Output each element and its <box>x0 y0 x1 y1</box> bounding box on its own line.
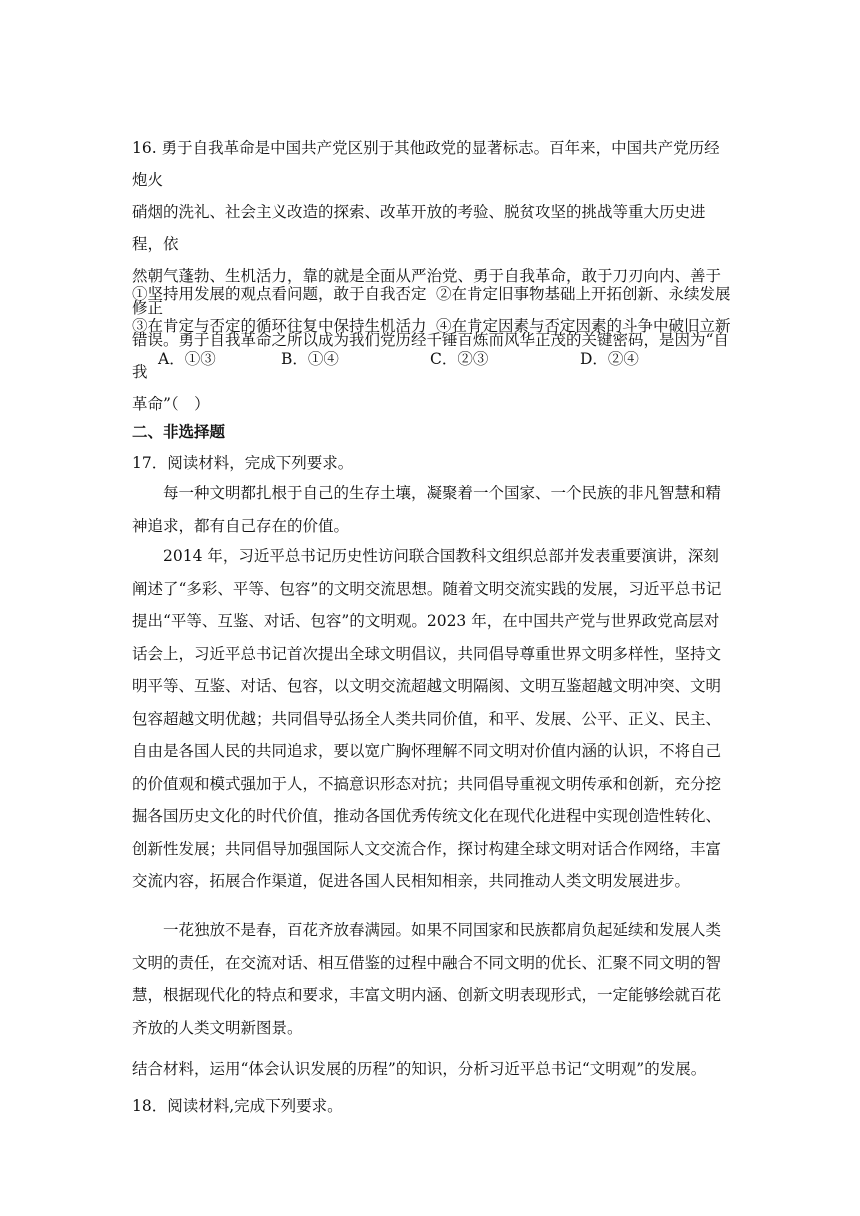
choice-c: C．②③ <box>430 350 489 368</box>
statement-3: ③在肯定与否定的循环往复中保持生机活力 <box>132 317 427 335</box>
choice-a: A．①③ <box>158 350 216 368</box>
question-16 <box>132 132 732 420</box>
statement-2: ②在肯定旧事物基础上开拓创新、永续发展 <box>436 285 731 303</box>
material-paragraph-3: 一花独放不是春，百花齐放春满园。如果不同国家和民族都肩负起延续和发展人类文明的责任，在交流对话、相互借鉴的过程中融合不同文明的优长、汇聚不同文明的智慧，根据现代化的特点和要求，丰富文明内涵、创新文明表现形式，一定能够绘就百花齐放的人类文明新图景。 <box>132 921 722 1037</box>
choice-b: B．①④ <box>281 350 339 368</box>
statement-4: ④在肯定因素与否定因素的斗争中破旧立新 <box>436 317 731 335</box>
question-17-task: 结合材料，运用“体会认识发展的历程”的知识，分析习近平总书记“文明观”的发展。 <box>132 1060 707 1078</box>
stem-line: 硝烟的洗礼、社会主义改造的探索、改革开放的考验、脱贫攻坚的挑战等重大历史进程，依 <box>132 203 706 253</box>
question-16-stem <box>132 132 732 420</box>
stem-line: 16. 勇于自我革命是中国共产党区别于其他政党的显著标志。百年来，中国共产党历经炮火 <box>132 139 720 189</box>
section-title: 二、非选择题 <box>132 423 226 441</box>
stem-line: 错误。勇于自我革命之所以成为我们党历经千锤百炼而风华正茂的关键密码，是因为“自我 <box>132 331 729 381</box>
stem-line: 然朝气蓬勃、生机活力，靠的就是全面从严治党、勇于自我革命，敢于刀刃向内、善于修正 <box>132 267 722 317</box>
material-paragraph-2: 2014 年，习近平总书记历史性访问联合国教科文组织总部并发表重要演讲，深刻阐述了“多彩、平等、包容”的文明交流思想。随着文明交流实践的发展，习近平总书记提出“平等、互鉴、对话、包容”的文明观。2023 年，在中国共产党与世界政党高层对话会上，习近平总书记首次提出全球文明倡议，共同倡导尊重世界文明多样性，坚持文明平等、互鉴、对话、包容，以文明交流超越文明隔阂、文明互鉴超越文明冲突、文明包容超越文明优越；共同倡导弘扬全人类共同价值，和平、发展、公平、正义、民主、自由是各国人民的共同追求，要以宽广胸怀理解不同文明对价值内涵的认识，不将自己的价值观和模式强加于人，不搞意识形态对抗；共同倡导重视文明传承和创新，充分挖掘各国历史文化的时代价值，推动各国优秀传统文化在现代化进程中实现创造性转化、创新性发展；共同倡导加强国际人文交流合作，探讨构建全球文明对话合作网络，丰富交流内容，拓展合作渠道，促进各国人民相知相亲，共同推动人类文明发展进步。 <box>132 547 722 890</box>
statement-1: ①坚持用发展的观点看问题，敢于自我否定 <box>132 285 427 303</box>
stem-line: 革命”（ ） <box>132 395 210 413</box>
question-17-prompt: 17．阅读材料，完成下列要求。 <box>132 454 354 472</box>
material-paragraph-1: 每一种文明都扎根于自己的生存土壤，凝聚着一个国家、一个民族的非凡智慧和精神追求，都有自己存在的价值。 <box>132 484 722 535</box>
question-18-prompt: 18．阅读材料,完成下列要求。 <box>132 1097 343 1115</box>
choice-d: D．②④ <box>580 350 639 368</box>
